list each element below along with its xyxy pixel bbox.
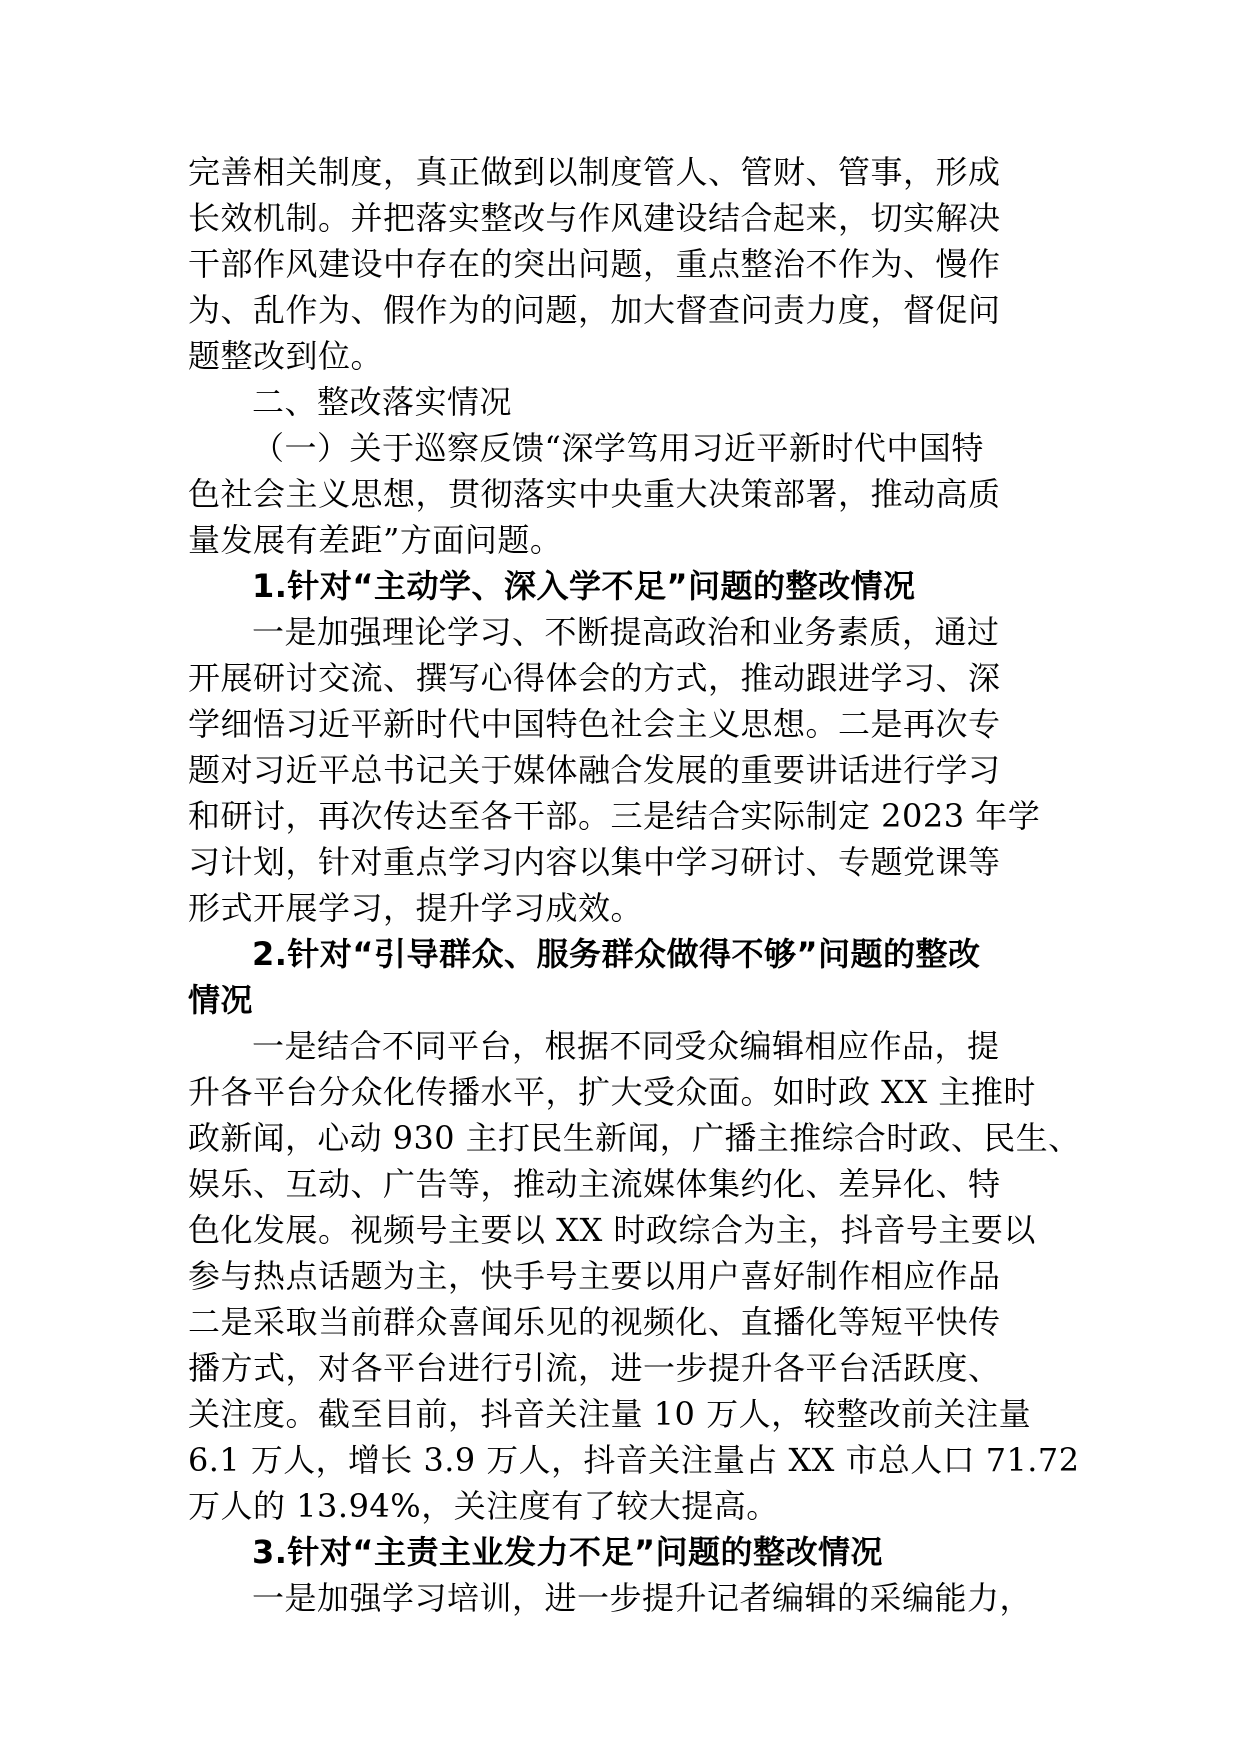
body-line: 题整改到位。 bbox=[188, 337, 384, 375]
body-line: 一是加强理论学习、不断提高政治和业务素质，通过 bbox=[252, 613, 1000, 651]
body-line: 习计划，针对重点学习内容以集中学习研讨、专题党课等 bbox=[188, 843, 1001, 881]
body-line: 万人的 13.94%，关注度有了较大提高。 bbox=[188, 1487, 779, 1525]
item-heading-2: 2.针对“引导群众、服务群众做得不够”问题的整改 bbox=[252, 935, 981, 973]
body-line: 干部作风建设中存在的突出问题，重点整治不作为、慢作 bbox=[188, 245, 1001, 283]
body-line: 色社会主义思想，贯彻落实中央重大决策部署，推动高质 bbox=[188, 475, 1001, 513]
body-line: 为、乱作为、假作为的问题，加大督查问责力度，督促问 bbox=[188, 291, 1001, 329]
body-line: 量发展有差距”方面问题。 bbox=[188, 521, 563, 559]
body-line: 娱乐、互动、广告等，推动主流媒体集约化、差异化、特 bbox=[188, 1165, 1001, 1203]
section-heading: 二、整改落实情况 bbox=[252, 383, 513, 421]
item-heading-1: 1.针对“主动学、深入学不足”问题的整改情况 bbox=[252, 567, 916, 605]
body-line: 学细悟习近平新时代中国特色社会主义思想。二是再次专 bbox=[188, 705, 1001, 743]
body-line: 完善相关制度，真正做到以制度管人、管财、管事，形成 bbox=[188, 153, 1001, 191]
body-line: 二是采取当前群众喜闻乐见的视频化、直播化等短平快传 bbox=[188, 1303, 1001, 1341]
body-line: 6.1 万人，增长 3.9 万人，抖音关注量占 XX 市总人口 71.72 bbox=[188, 1441, 1080, 1479]
body-line: 政新闻，心动 930 主打民生新闻，广播主推综合时政、民生、 bbox=[188, 1119, 1081, 1157]
body-line: 一是加强学习培训，进一步提升记者编辑的采编能力， bbox=[252, 1579, 1033, 1617]
body-line: 升各平台分众化传播水平，扩大受众面。如时政 XX 主推时 bbox=[188, 1073, 1036, 1111]
subsection-heading: （一）关于巡察反馈“深学笃用习近平新时代中国特 bbox=[252, 429, 984, 467]
body-line: 长效机制。并把落实整改与作风建设结合起来，切实解决 bbox=[188, 199, 1001, 237]
body-line: 参与热点话题为主，快手号主要以用户喜好制作相应作品 bbox=[188, 1257, 1001, 1295]
body-line: 一是结合不同平台，根据不同受众编辑相应作品，提 bbox=[252, 1027, 1000, 1065]
body-line: 关注度。截至目前，抖音关注量 10 万人，较整改前关注量 bbox=[188, 1395, 1032, 1433]
body-line: 题对习近平总书记关于媒体融合发展的重要讲话进行学习 bbox=[188, 751, 1001, 789]
item-heading-3: 3.针对“主责主业发力不足”问题的整改情况 bbox=[252, 1533, 883, 1571]
body-line: 形式开展学习，提升学习成效。 bbox=[188, 889, 644, 927]
body-line: 和研讨，再次传达至各干部。三是结合实际制定 2023 年学 bbox=[188, 797, 1041, 835]
body-line: 色化发展。视频号主要以 XX 时政综合为主，抖音号主要以 bbox=[188, 1211, 1036, 1249]
item-heading-2-cont: 情况 bbox=[188, 981, 254, 1019]
body-line: 播方式，对各平台进行引流，进一步提升各平台活跃度、 bbox=[188, 1349, 1001, 1387]
body-line: 开展研讨交流、撰写心得体会的方式，推动跟进学习、深 bbox=[188, 659, 1001, 697]
